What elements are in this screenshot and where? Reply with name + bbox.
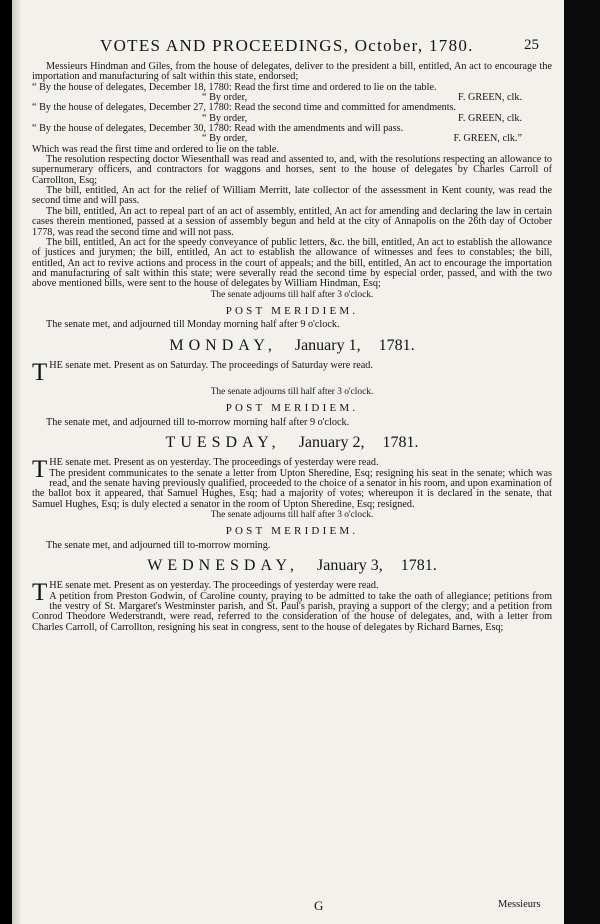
monday-opening-text: HE senate met. Present as on Saturday. The proceedings of Saturday were read.: [49, 359, 373, 371]
running-head: [12, 36, 564, 56]
post-meridiem-text: The senate met, and adjourned till Monday morning half after 9 o'clock.: [46, 319, 340, 331]
day-date: January 2,: [298, 433, 365, 451]
endorsement-first-reading: “ By the house of delegates, December 18, 1780: Read the first time and ordered to lie on the table.: [32, 81, 437, 93]
adjournment-note: The senate adjourns till half after 3 o'clock.: [210, 510, 374, 521]
drop-cap: T: [32, 456, 48, 484]
paragraph-repeal-bill: The bill, entitled, An act to repeal part of an act of assembly, entitled, An act for amending and declaring the law in certain cases therein mentioned, passed at a session of assembly begun and held at the city of Annapolis on the 26th day of October 1778, was read the second time and will not pass.: [32, 205, 552, 238]
day-year: 1781.: [400, 557, 437, 575]
clerk-signature: F. GREEN, clk.”: [453, 133, 522, 145]
adjournment-note: The senate adjourns till half after 3 o'clock.: [210, 289, 374, 300]
document-page: [12, 0, 564, 924]
paragraph-merritt-bill: The bill, entitled, An act for the relief of William Merritt, late collector of the assessment in Kent county, was read the second time and will pass.: [32, 185, 552, 207]
paragraph-bill-delivery: Messieurs Hindman and Giles, from the house of delegates, deliver to the president a bill, entitled, An act to encourage the importation and manufacturing of salt within this state, endorsed;: [32, 61, 552, 83]
by-order-text: “ By order,: [202, 133, 248, 145]
by-order-text: “ By order,: [202, 92, 248, 104]
day-heading-monday: [32, 336, 552, 354]
post-meridiem-text: The senate met, and adjourned till to-morrow morning.: [46, 539, 271, 551]
tuesday-opening: [32, 458, 552, 510]
paragraph-resignation: The president communicates to the senate a letter from Upton Sheredine, Esq; resigning his seat in the senate; which was read, and the senate having previously qualified, proceeded to the choice of a senator in his room, and upon examination of the ballot box it appeared, that Samuel Hughes, Esq; had a majority of votes; whereupon it is declared in the senate, that Samuel Hughes, Esq; is duly elected a senator in the room of Upton Sheredine, Esq; resigned.: [32, 467, 552, 510]
day-year: 1781.: [378, 336, 415, 354]
post-meridiem-text: The senate met, and adjourned till to-morrow morning half after 9 o'clock.: [46, 416, 350, 428]
wednesday-opening: [32, 581, 552, 633]
paragraph-first-time: Which was read the first time and ordered to lie on the table.: [32, 143, 279, 155]
order-line: [32, 93, 552, 103]
monday-opening: [32, 358, 552, 386]
clerk-signature: F. GREEN, clk.: [458, 92, 522, 104]
day-year: 1781.: [382, 433, 419, 451]
endorsement-amendments: “ By the house of delegates, December 30, 1780: Read with the amendments and will pass.: [32, 123, 404, 135]
order-line: [32, 114, 552, 124]
drop-cap: T: [32, 358, 48, 386]
post-meridiem-heading: POST MERIDIEM.: [225, 304, 359, 317]
post-meridiem-heading: POST MERIDIEM.: [225, 402, 359, 415]
clerk-signature: F. GREEN, clk.: [458, 112, 522, 124]
wednesday-opening-text: HE senate met. Present as on yesterday. The proceedings of yesterday were read.: [49, 580, 379, 592]
day-name: TUESDAY,: [165, 433, 281, 451]
endorsement-second-reading: “ By the house of delegates, December 27, 1780: Read the second time and committed for amendments.: [32, 102, 457, 114]
order-line: [32, 134, 552, 144]
post-meridiem-heading: POST MERIDIEM.: [225, 525, 359, 538]
page-number: 25: [524, 37, 539, 53]
day-heading-tuesday: [32, 433, 552, 451]
drop-cap: T: [32, 579, 48, 607]
page-body: [32, 62, 552, 633]
by-order-text: “ By order,: [202, 112, 248, 124]
adjournment-note: The senate adjourns till half after 3 o'clock.: [210, 386, 374, 397]
scan-border: [564, 0, 600, 924]
paragraph-conveyance-bills: The bill, entitled, An act for the speedy conveyance of public letters, &c. the bill, entitled, An act to establish the allowance of justices and jurymen; the bill, entitled, An act to establish the allowance of witnesses and fees to constables; the bill, entitled, An act to revive actions and process in the court of appeals; and the bill, entitled, An act to encourage the importation and manufacturing of salt within this state; were severally read the second time by especial order, passed, and with the two above mentioned bills, were sent to the house of delegates by William Hindman, Esq;: [32, 236, 552, 290]
day-date: January 1,: [294, 336, 361, 354]
day-name: WEDNESDAY,: [147, 557, 300, 575]
catchword: Messieurs: [498, 899, 541, 910]
day-heading-wednesday: [32, 557, 552, 575]
tuesday-opening-text: HE senate met. Present as on yesterday. The proceedings of yesterday were read.: [49, 457, 379, 469]
running-head-title: VOTES AND PROCEEDINGS, October, 1780.: [100, 36, 474, 55]
paragraph-petitions: A petition from Preston Godwin, of Caroline county, praying to be admitted to take the oath of allegiance; petitions from the vestry of St. Margaret's Westminster parish, and St. Paul's parish, praying a support of the clergy; and a petition from Conrod Theodore Wederstrandt, were read, referred to the consideration of the house of delegates, and, with a letter from Charles Carroll, of Carrollton, resigning his seat in congress, sent to the house of delegates by Richard Barnes, Esq;: [32, 590, 552, 633]
day-name: MONDAY,: [169, 336, 277, 354]
day-date: January 3,: [317, 557, 383, 575]
binding-gutter: [12, 0, 22, 924]
signature-mark: G: [314, 898, 324, 913]
paragraph-resolution: The resolution respecting doctor Wiesenthall was read and assented to, and, with the resolutions respecting an allowance to supernumerary officers, and contractors for waggons and horses, sent to the house of delegates by Charles Carroll of Carrollton, Esq;: [32, 154, 552, 186]
